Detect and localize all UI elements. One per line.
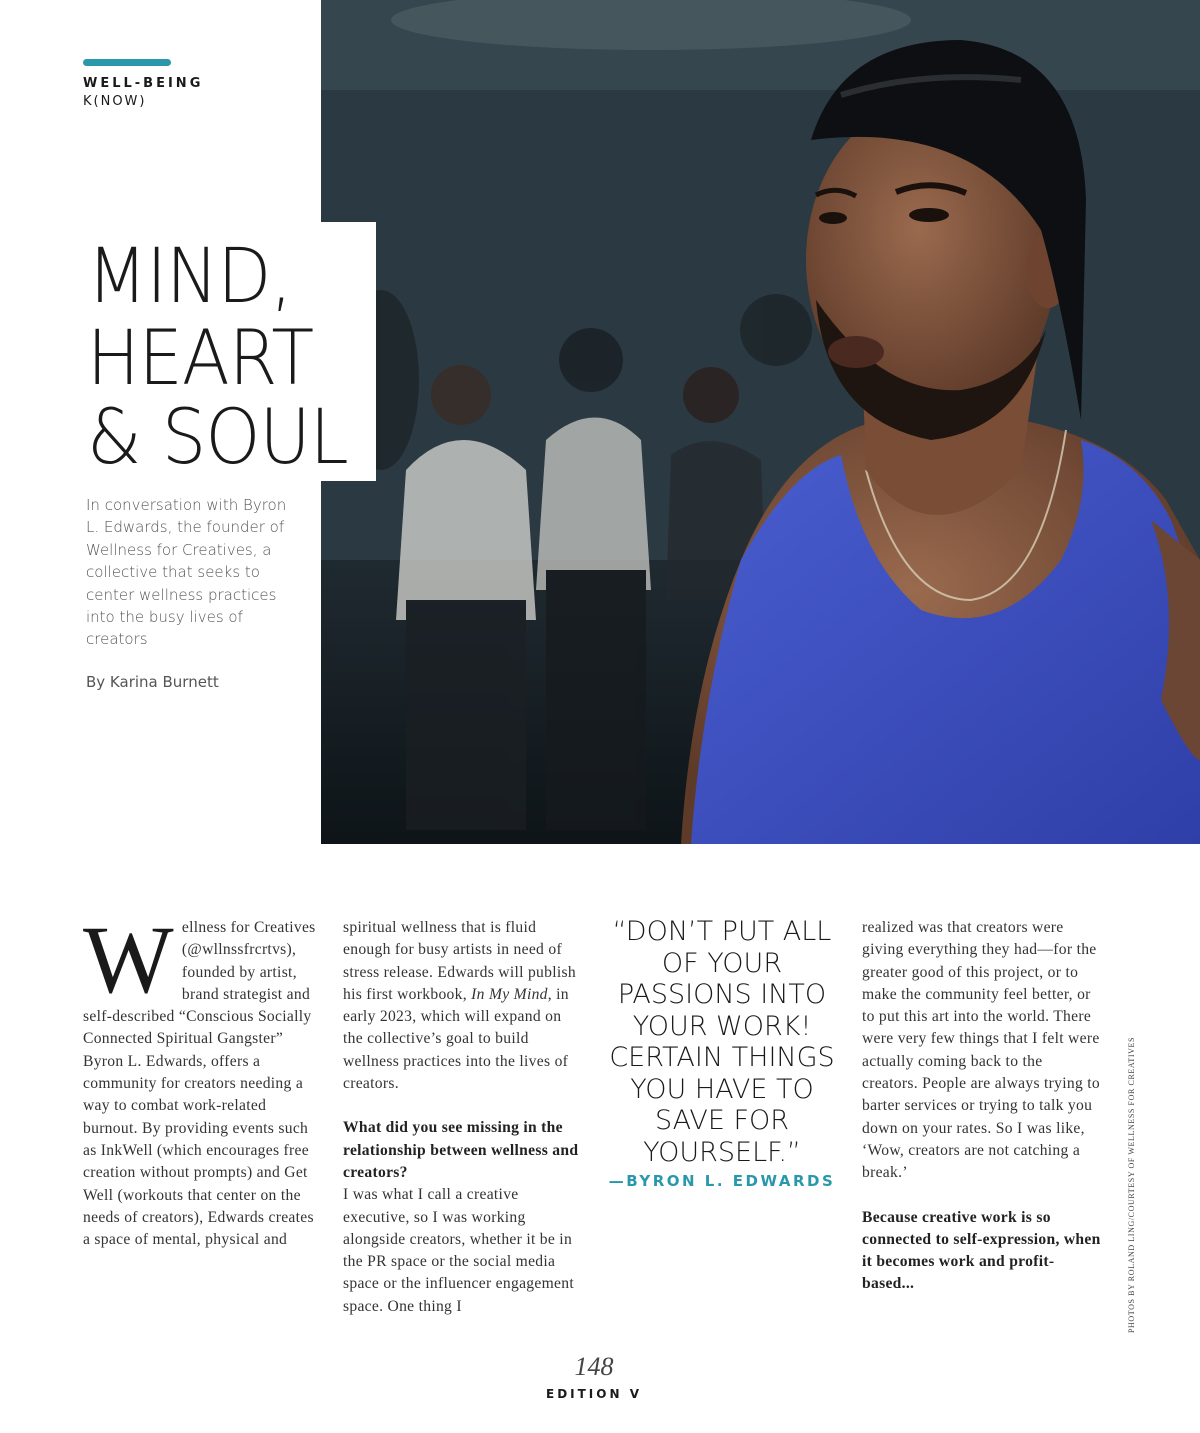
article-column-1 <box>83 906 320 1251</box>
interview-answer-1-continued: realized was that creators were giving everything they had—for the greater good of this project, or to make the community feel better, or to put this art into the world. There were very few things that I felt were actually coming back to the creators. People are always trying to barter services or trying to talk you down on your rates. So I was like, ‘Wow, creators are not catching a break.’ <box>862 919 1100 1182</box>
edition-label: EDITION V <box>546 1387 642 1401</box>
intro-continued-end: , in early 2023, which will expand on the collective’s goal to build wellness practices into the lives of creators. <box>343 985 569 1093</box>
article-column-4 <box>862 917 1102 1296</box>
book-title: In My Mind <box>471 985 548 1003</box>
interview-answer-1: I was what I call a creative executive, so I was working alongside creators, whether it be in the PR space or the social media space or the influencer engagement space. One thing I <box>343 1186 575 1315</box>
intro-paragraph: ellness for Creatives (@wllnssfrcrtvs), founded by artist, brand strategist and self-described “Conscious Socially Connected Spiritual Gangster” Byron L. Edwards, offers a community for creators needing a way to combat work-related burnout. By providing events such as InkWell (which encourages free creation without prompts) and Get Well (workouts that center on the needs of creators), Edwards creates a space of mental, physical and <box>83 919 316 1249</box>
dek-summary: In conversation with Byron L. Edwards, the founder of Wellness for Creatives, a collective that seeks to center wellness practices into the busy lives of creators <box>86 496 287 649</box>
photo-credit: PHOTOS BY ROLAND LING/COURTESY OF WELLNESS FOR CREATIVES <box>1127 1036 1136 1333</box>
drop-cap: W <box>83 906 174 1013</box>
intro-continued: spiritual wellness that is fluid enough for busy artists in need of stress release. Edwards will publish his first workbook, <box>343 919 576 1003</box>
headline-line-3: & SOUL <box>87 392 348 481</box>
section-label: WELL-BEING <box>83 76 204 91</box>
pull-quote: “DON’T PUT ALL OF YOUR PASSIONS INTO YOUR WORK! CERTAIN THINGS YOU HAVE TO SAVE FOR YOURSELF.” <box>609 916 835 1168</box>
interview-question-2: Because creative work is so connected to self-expression, when it becomes work and profit-based... <box>862 1208 1101 1293</box>
page-number: 148 <box>574 1352 614 1381</box>
author-byline: By Karina Burnett <box>86 673 219 691</box>
subsection-label: K(NOW) <box>83 94 147 109</box>
interview-question-1: What did you see missing in the relationship between wellness and creators? <box>343 1119 579 1181</box>
article-column-2 <box>343 917 583 1318</box>
hero-photo <box>321 0 1200 844</box>
pull-quote-attribution: —BYRON L. EDWARDS <box>608 1172 836 1190</box>
section-accent-bar <box>83 59 171 66</box>
headline-line-2: HEART <box>87 313 314 402</box>
headline-line-1: MIND, <box>87 231 292 320</box>
